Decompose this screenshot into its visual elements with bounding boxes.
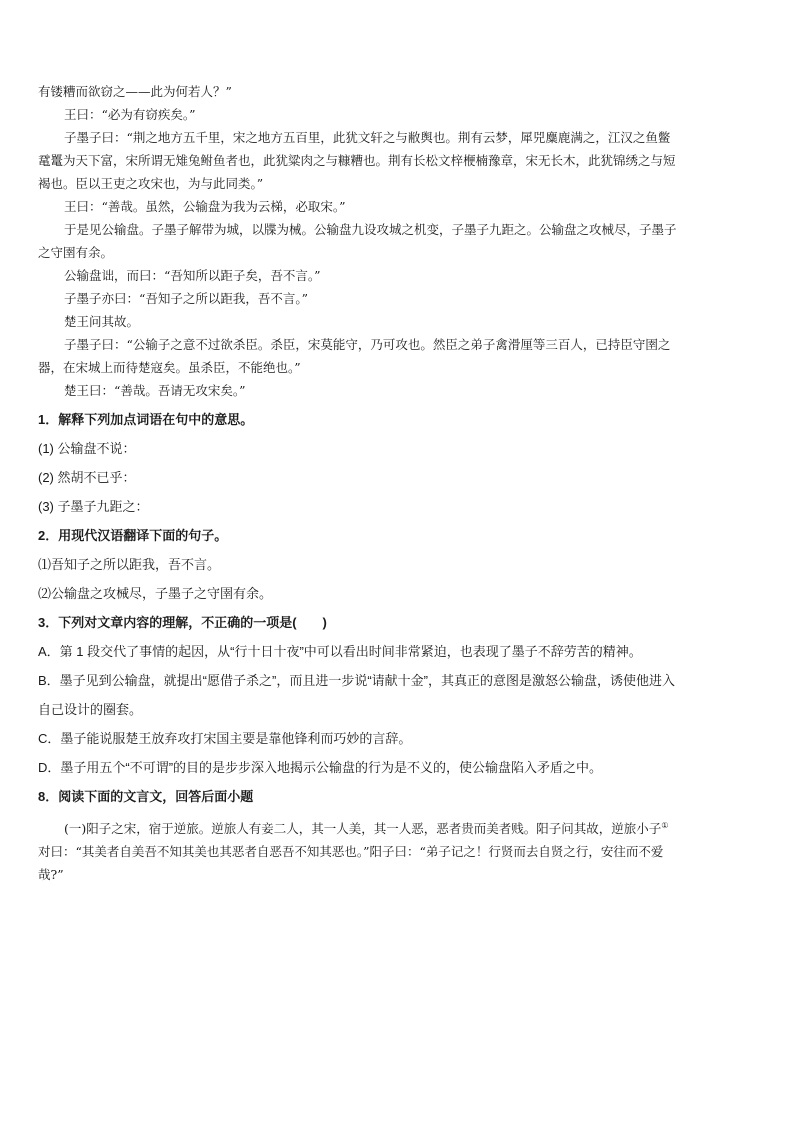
question-item: (3) 子墨子九距之： bbox=[38, 499, 149, 514]
passage-line: 褐也。臣以王吏之攻宋也，为与此同类。” bbox=[38, 176, 264, 191]
question-1 bbox=[38, 408, 768, 518]
option-d: D．墨子用五个“不可谓”的目的是步步深入地揭示公输盘的行为是不义的，使公输盘陷入矛盾之中。 bbox=[38, 760, 603, 775]
passage-line: 器，在宋城上而待楚寇矣。虽杀臣，不能绝也。” bbox=[38, 360, 301, 375]
passage-line: 王曰：“善哉。虽然，公输盘为我为云梯，必取宋。” bbox=[64, 199, 346, 214]
footnote-mark: ① bbox=[661, 821, 669, 830]
passage-line: 有镂糟而欲窃之——此为何若人？” bbox=[38, 84, 232, 99]
question-item: (1) 公输盘不说： bbox=[38, 441, 136, 456]
question-item: ⑴吾知子之所以距我，吾不言。 bbox=[38, 557, 221, 572]
passage-line: 之守圉有余。 bbox=[38, 245, 114, 260]
passage-line: 子墨子曰：“公输子之意不过欲杀臣。杀臣，宋莫能守，乃可攻也。然臣之弟子禽滑厘等三百人，已持臣守圉之 bbox=[64, 337, 671, 352]
passage bbox=[38, 80, 768, 402]
question-title: 1．解释下列加点词语在句中的意思。 bbox=[38, 412, 254, 427]
question-title: 3．下列对文章内容的理解，不正确的一项是( ) bbox=[38, 615, 327, 630]
option-b-continued: 自己设计的圈套。 bbox=[38, 702, 143, 717]
option-a: A．第 1 段交代了事情的起因，从“行十日十夜”中可以看出时间非常紧迫，也表现了墨子不辞劳苦的精神。 bbox=[38, 644, 642, 659]
passage-line: 公输盘诎，而曰：“吾知所以距子矣，吾不言。” bbox=[64, 268, 321, 283]
passage-line bbox=[38, 814, 768, 840]
option-c: C．墨子能说服楚王放弃攻打宋国主要是靠他锋利而巧妙的言辞。 bbox=[38, 731, 412, 746]
option-b: B．墨子见到公输盘，就提出“愿借子杀之”，而且进一步说“请献十金”，其真正的意图是激怒公输盘，诱使他进入 bbox=[38, 673, 675, 688]
passage-line: 鼋鼍为天下富，宋所谓无雉兔鲋鱼者也，此犹粱肉之与糠糟也。荆有长松文梓楩楠豫章，宋无长木，此犹锦绣之与短 bbox=[38, 153, 676, 168]
question-2 bbox=[38, 524, 768, 605]
question-title: 8．阅读下面的文言文，回答后面小题 bbox=[38, 789, 254, 804]
passage-line: 楚王问其故。 bbox=[64, 314, 140, 329]
question-title: 2．用现代汉语翻译下面的句子。 bbox=[38, 528, 228, 543]
passage-line: 王曰：“必为有窃疾矣。” bbox=[64, 107, 196, 122]
passage-line: 子墨子曰：“荆之地方五千里，宋之地方五百里，此犹文轩之与敝舆也。荆有云梦，犀兕麋鹿满之，江汉之鱼鳖 bbox=[64, 130, 671, 145]
passage-line: 楚王曰：“善哉。吾请无攻宋矣。” bbox=[64, 383, 246, 398]
question-3 bbox=[38, 611, 768, 779]
question-8 bbox=[38, 785, 768, 886]
passage-line: 子墨子亦曰：“吾知子之所以距我，吾不言。” bbox=[64, 291, 309, 306]
passage-line: 于是见公输盘。子墨子解带为城，以牒为械。公输盘九设攻城之机变，子墨子九距之。公输盘之攻械尽，子墨子 bbox=[64, 222, 677, 237]
question-item: ⑵公输盘之攻械尽，子墨子之守圉有余。 bbox=[38, 586, 273, 601]
document-page bbox=[38, 80, 768, 886]
passage-line: 哉?” bbox=[38, 867, 64, 883]
passage-text: (一)阳子之宋，宿于逆旅。逆旅人有妾二人，其一人美，其一人恶，恶者贵而美者贱。阳子问其故，逆旅小子 bbox=[64, 821, 662, 837]
question-item: (2) 然胡不已乎： bbox=[38, 470, 136, 485]
passage-line: 对曰：“其美者自美吾不知其美也其恶者自恶吾不知其恶也。”阳子曰：“弟子记之！行贤而去自贤之行，安往而不爱 bbox=[38, 844, 664, 860]
